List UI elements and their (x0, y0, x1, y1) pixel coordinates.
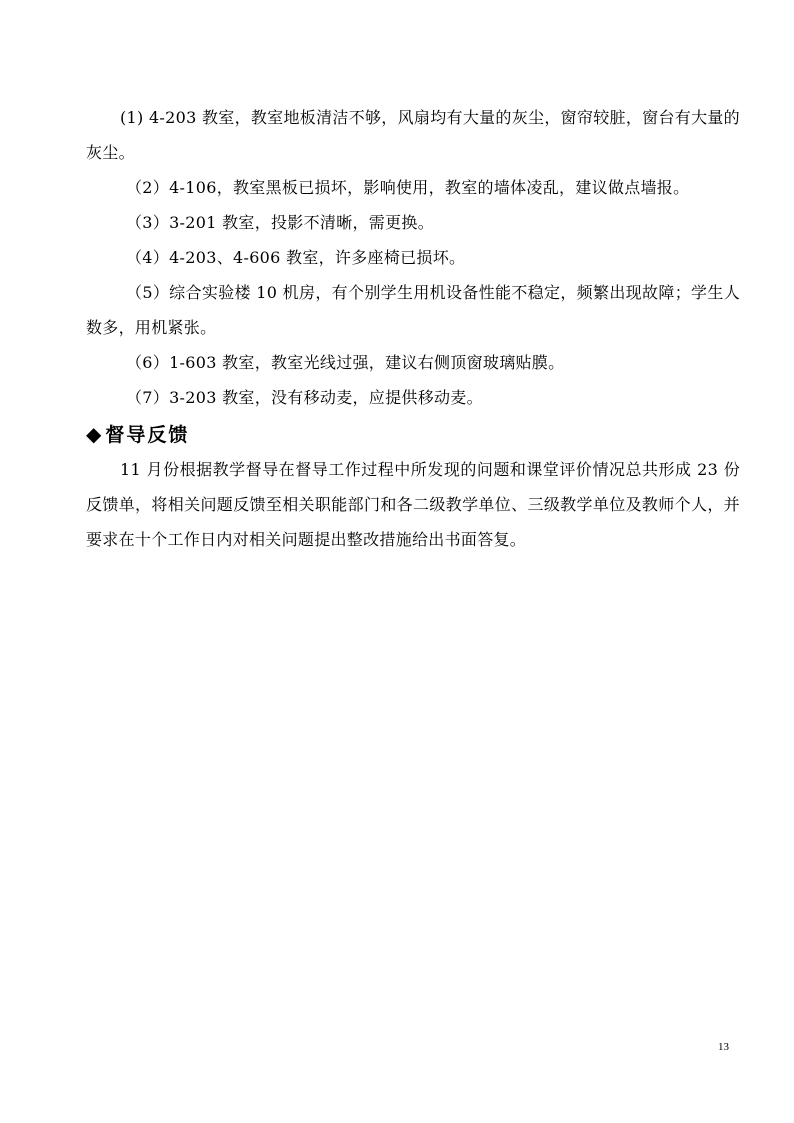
issue-item-2: （2）4-106，教室黑板已损坏，影响使用，教室的墙体凌乱，建议做点墙报。 (126, 178, 690, 197)
issue-item-3: （3）3-201 教室，投影不清晰，需更换。 (126, 213, 434, 232)
document-body (86, 100, 740, 557)
issue-item-4: （4）4-203、4-606 教室，许多座椅已损坏。 (126, 248, 466, 267)
page-number: 13 (718, 1041, 729, 1053)
section-heading (86, 417, 740, 452)
issue-item-6: （6）1-603 教室，教室光线过强，建议右侧顶窗玻璃贴膜。 (126, 353, 565, 372)
issue-item-7: （7）3-203 教室，没有移动麦，应提供移动麦。 (126, 388, 483, 407)
section-title: 督导反馈 (105, 424, 190, 446)
diamond-bullet-icon: ◆ (86, 422, 104, 446)
section-body: 11 月份根据教学督导在督导工作过程中所发现的问题和课堂评价情况总共形成 23 份反馈单，将相关问题反馈至相关职能部门和各二级教学单位、三级教学单位及教师个人，并要求在十个工作日内对相关问题提出整改措施给出书面答复。 (86, 460, 740, 549)
issue-item-5: （5）综合实验楼 10 机房，有个别学生用机设备性能不稳定，频繁出现故障；学生人数多，用机紧张。 (86, 283, 740, 337)
issue-item-1: (1) 4-203 教室，教室地板清洁不够，风扇均有大量的灰尘，窗帘较脏，窗台有大量的灰尘。 (86, 108, 740, 162)
